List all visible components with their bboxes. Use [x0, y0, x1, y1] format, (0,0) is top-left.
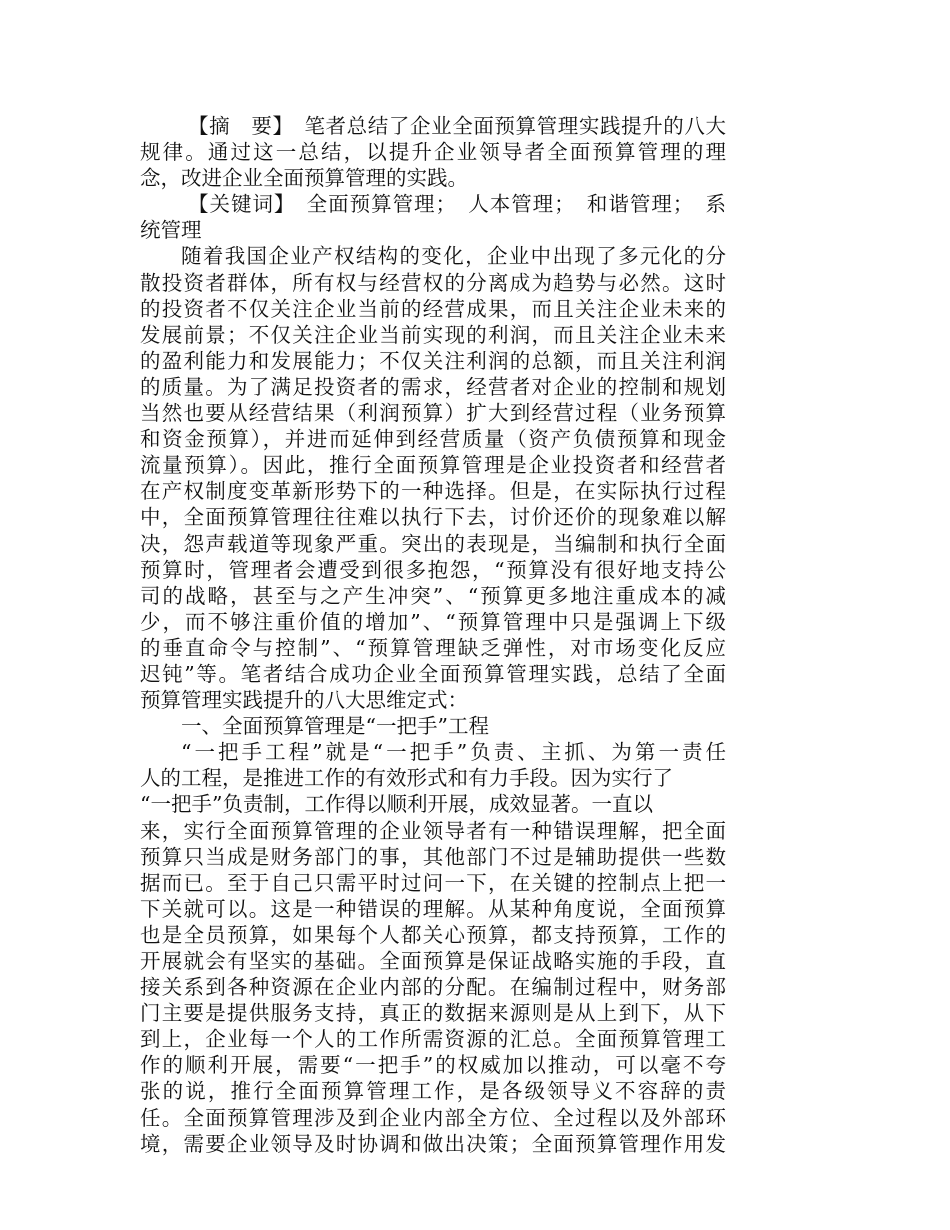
abstract-line: 念，改进企业全面预算管理的实践。	[140, 166, 468, 191]
paragraph-line: 门主要是提供服务支持，真正的数据来源则是从上到下，从下	[140, 1001, 726, 1026]
paragraph-line: 流量预算）。因此，推行全面预算管理是企业投资者和经营者	[140, 453, 726, 478]
article-body	[140, 113, 726, 1157]
paragraph-line: 开展就会有坚实的基础。全面预算是保证战略实施的手段，直	[140, 949, 726, 973]
abstract-section	[140, 113, 726, 191]
paragraph-line: 人的工程，是推进工作的有效形式和有力手段。因为实行了	[140, 766, 673, 791]
keywords-line	[140, 191, 726, 217]
paragraph-line: 少，而不够注重价值的增加”、“预算管理中只是强调上下级	[140, 609, 726, 634]
abstract-line: 规律。通过这一总结，以提升企业领导者全面预算管理的理	[140, 140, 726, 165]
paragraph-line: “一把手”负责制，工作得以顺利开展，成效显著。一直以	[140, 792, 653, 817]
paragraph-line: 预算时，管理者会遭受到很多抱怨，“预算没有很好地支持公	[140, 557, 726, 582]
paragraph-line: 的垂直命令与控制”、“预算管理缺乏弹性，对市场变化反应	[140, 635, 726, 660]
intro-paragraph	[140, 243, 726, 713]
keywords-line: 统管理	[140, 218, 202, 243]
keywords-section	[140, 191, 726, 243]
abstract-text: 笔者总结了企业全面预算管理实践提升的八大	[304, 114, 726, 138]
paragraph-line: 下关就可以。这是一种错误的理解。从某种角度说，全面预算	[140, 896, 726, 921]
keywords-label: 【关键词】	[188, 192, 286, 217]
paragraph-line: 迟钝”等。笔者结合成功企业全面预算管理实践，总结了全面	[140, 661, 726, 686]
abstract-label: 【摘 要】	[188, 114, 284, 138]
paragraph-line: 来，实行全面预算管理的企业领导者有一种错误理解，把全面	[140, 818, 726, 843]
paragraph-line: 随着我国企业产权结构的变化，企业中出现了多元化的分	[181, 244, 726, 269]
paragraph-line: 境，需要企业领导及时协调和做出决策；全面预算管理作用发	[140, 1131, 726, 1156]
paragraph-line: 作的顺利开展，需要“一把手”的权威加以推动，可以毫不夸	[140, 1053, 726, 1078]
paragraph-line: 预算只当成是财务部门的事，其他部门不过是辅助提供一些数	[140, 844, 726, 869]
paragraph-line: 预算管理实践提升的八大思维定式：	[140, 688, 468, 713]
paragraph-line: 和资金预算），并进而延伸到经营质量（资产负债预算和现金	[140, 427, 726, 452]
paragraph-line: 发展前景；不仅关注企业当前实现的利润，而且关注企业未来	[140, 322, 726, 347]
abstract-line	[140, 113, 726, 139]
paragraph-line: “一把手工程”就是“一把手”负责、主抓、为第一责任	[181, 740, 726, 765]
paragraph-line: 中，全面预算管理往往难以执行下去，讨价还价的现象难以解	[140, 505, 726, 530]
paragraph-line: 张的说，推行全面预算管理工作，是各级领导义不容辞的责	[140, 1079, 726, 1104]
paragraph-line: 司的战略，甚至与之产生冲突”、“预算更多地注重成本的减	[140, 583, 726, 608]
paragraph-line: 也是全员预算，如果每个人都关心预算，都支持预算，工作的	[140, 922, 726, 947]
section-heading: 一、全面预算管理是“一把手”工程	[181, 714, 489, 739]
paragraph-line: 任。全面预算管理涉及到企业内部全方位、全过程以及外部环	[140, 1105, 726, 1130]
paragraph-line: 据而已。至于自己只需平时过问一下，在关键的控制点上把一	[140, 870, 726, 895]
paragraph-line: 的投资者不仅关注企业当前的经营成果，而且关注企业未来的	[140, 296, 726, 321]
paragraph-line: 接关系到各种资源在企业内部的分配。在编制过程中，财务部	[140, 975, 726, 1000]
paragraph-line: 的盈利能力和发展能力；不仅关注利润的总额，而且关注利润	[140, 348, 726, 373]
paragraph-line: 散投资者群体，所有权与经营权的分离成为趋势与必然。这时	[140, 270, 726, 295]
paragraph-line: 当然也要从经营结果（利润预算）扩大到经营过程（业务预算	[140, 401, 726, 426]
paragraph-line: 到上，企业每一个人的工作所需资源的汇总。全面预算管理工	[140, 1027, 726, 1052]
keywords-text: 全面预算管理； 人本管理； 和谐管理； 系	[306, 192, 726, 217]
section-1	[140, 713, 726, 1157]
paragraph-line: 的质量。为了满足投资者的需求，经营者对企业的控制和规划	[140, 374, 726, 399]
paragraph-line: 在产权制度变革新形势下的一种选择。但是，在实际执行过程	[140, 479, 726, 504]
paragraph-line: 决，怨声载道等现象严重。突出的表现是，当编制和执行全面	[140, 531, 726, 556]
